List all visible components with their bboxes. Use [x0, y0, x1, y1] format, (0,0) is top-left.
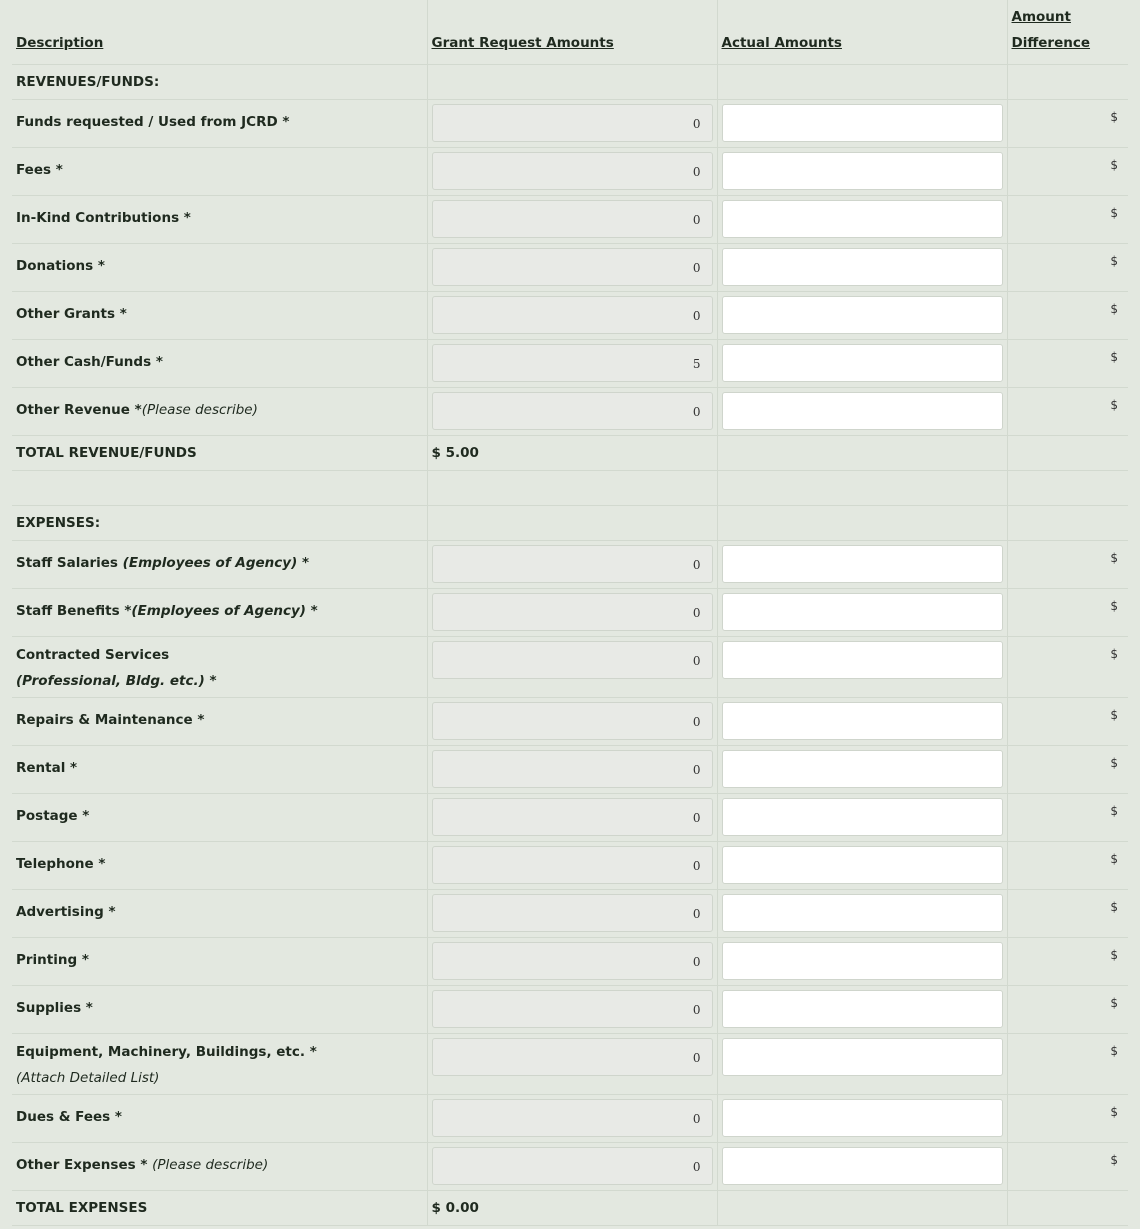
row-label — [12, 340, 427, 388]
amount-difference: $ — [1007, 541, 1128, 589]
grant-request-field[interactable]: 0 — [432, 545, 713, 583]
row-label-note: (Attach Detailed List) — [16, 1070, 160, 1086]
table-row — [12, 746, 1128, 794]
table-row — [12, 637, 1128, 698]
table-row — [12, 986, 1128, 1034]
row-label — [12, 100, 427, 148]
row-label-text: Staff Benefits * — [16, 603, 132, 619]
grant-request-field[interactable]: 0 — [432, 990, 713, 1028]
actual-amount-input[interactable] — [722, 846, 1003, 884]
actual-amount-input[interactable] — [722, 641, 1003, 679]
row-label — [12, 1143, 427, 1191]
grant-request-field[interactable]: 0 — [432, 750, 713, 788]
grant-request-field[interactable]: 0 — [432, 894, 713, 932]
amount-difference: $ — [1007, 244, 1128, 292]
grant-request-field[interactable]: 0 — [432, 798, 713, 836]
row-label-text: Dues & Fees * — [16, 1109, 122, 1125]
actual-amount-input[interactable] — [722, 248, 1003, 286]
row-label-text: Postage * — [16, 808, 90, 824]
table-row — [12, 100, 1128, 148]
row-label-text: Equipment, Machinery, Buildings, etc. * — [16, 1044, 317, 1060]
actual-amount-input[interactable] — [722, 702, 1003, 740]
header-difference: Amount Difference — [1007, 0, 1128, 65]
actual-amount-input[interactable] — [722, 1147, 1003, 1185]
row-label-text: Donations * — [16, 258, 105, 274]
grant-request-field[interactable]: 0 — [432, 702, 713, 740]
amount-difference: $ — [1007, 1143, 1128, 1191]
grant-request-field[interactable]: 0 — [432, 846, 713, 884]
expenses-section-label: EXPENSES: — [12, 506, 427, 541]
row-label-note: (Employees of Agency) * — [122, 555, 310, 571]
table-row — [12, 890, 1128, 938]
grant-request-field[interactable]: 0 — [432, 1038, 713, 1076]
row-label — [12, 746, 427, 794]
grant-request-field[interactable]: 0 — [432, 200, 713, 238]
row-label — [12, 388, 427, 436]
table-row — [12, 541, 1128, 589]
amount-difference: $ — [1007, 340, 1128, 388]
row-label — [12, 890, 427, 938]
row-label-text: Funds requested / Used from JCRD * — [16, 114, 290, 130]
total-revenue-row — [12, 436, 1128, 471]
row-label — [12, 589, 427, 637]
amount-difference: $ — [1007, 890, 1128, 938]
header-description: Description — [12, 0, 427, 65]
row-label — [12, 842, 427, 890]
row-label-text: Repairs & Maintenance * — [16, 712, 205, 728]
table-row — [12, 1034, 1128, 1095]
row-label-text: Other Expenses * — [16, 1157, 153, 1173]
total-revenue-label: TOTAL REVENUE/FUNDS — [12, 436, 427, 471]
actual-amount-input[interactable] — [722, 296, 1003, 334]
amount-difference: $ — [1007, 842, 1128, 890]
table-row — [12, 589, 1128, 637]
amount-difference: $ — [1007, 1034, 1128, 1095]
amount-difference: $ — [1007, 637, 1128, 698]
table-row — [12, 244, 1128, 292]
row-label-text: Advertising * — [16, 904, 116, 920]
actual-amount-input[interactable] — [722, 894, 1003, 932]
actual-amount-input[interactable] — [722, 593, 1003, 631]
grant-request-field[interactable]: 0 — [432, 1147, 713, 1185]
amount-difference: $ — [1007, 938, 1128, 986]
row-label-text: Printing * — [16, 952, 89, 968]
row-label-text: Other Grants * — [16, 306, 127, 322]
row-label — [12, 986, 427, 1034]
amount-difference: $ — [1007, 589, 1128, 637]
table-row — [12, 292, 1128, 340]
row-label-note: (Employees of Agency) * — [131, 603, 318, 619]
row-label-text: Other Cash/Funds * — [16, 354, 163, 370]
actual-amount-input[interactable] — [722, 200, 1003, 238]
grant-request-field[interactable]: 0 — [432, 248, 713, 286]
header-row — [12, 0, 1128, 65]
actual-amount-input[interactable] — [722, 344, 1003, 382]
amount-difference: $ — [1007, 746, 1128, 794]
row-label — [12, 541, 427, 589]
row-label — [12, 196, 427, 244]
table-row — [12, 938, 1128, 986]
row-label-text: Rental * — [16, 760, 78, 776]
actual-amount-input[interactable] — [722, 798, 1003, 836]
row-label-note: (Please describe) — [152, 1157, 269, 1173]
row-label — [12, 148, 427, 196]
row-label-text: Telephone * — [16, 856, 106, 872]
row-label — [12, 794, 427, 842]
grant-request-field[interactable]: 0 — [432, 641, 713, 679]
table-row — [12, 698, 1128, 746]
table-row — [12, 842, 1128, 890]
row-label — [12, 244, 427, 292]
grant-request-field[interactable]: 0 — [432, 296, 713, 334]
amount-difference: $ — [1007, 388, 1128, 436]
row-label-note: (Professional, Bldg. etc.) * — [16, 673, 217, 689]
row-label — [12, 1095, 427, 1143]
amount-difference: $ — [1007, 1095, 1128, 1143]
table-row — [12, 148, 1128, 196]
revenues-section-label: REVENUES/FUNDS: — [12, 65, 427, 100]
amount-difference: $ — [1007, 292, 1128, 340]
total-expenses-row — [12, 1191, 1128, 1226]
table-row — [12, 1143, 1128, 1191]
row-label — [12, 637, 427, 698]
budget-form — [12, 0, 1128, 1226]
row-label-text: In-Kind Contributions * — [16, 210, 191, 226]
amount-difference: $ — [1007, 148, 1128, 196]
grant-request-field[interactable]: 0 — [432, 152, 713, 190]
amount-difference: $ — [1007, 100, 1128, 148]
row-label — [12, 1034, 427, 1095]
budget-table — [12, 0, 1128, 1226]
actual-amount-input[interactable] — [722, 942, 1003, 980]
total-expenses-label: TOTAL EXPENSES — [12, 1191, 427, 1226]
header-actual: Actual Amounts — [717, 0, 1007, 65]
table-row — [12, 794, 1128, 842]
actual-amount-input[interactable] — [722, 1099, 1003, 1137]
actual-amount-input[interactable] — [722, 750, 1003, 788]
table-row — [12, 340, 1128, 388]
amount-difference: $ — [1007, 196, 1128, 244]
table-row — [12, 1095, 1128, 1143]
table-row — [12, 196, 1128, 244]
row-label — [12, 698, 427, 746]
actual-amount-input[interactable] — [722, 1038, 1003, 1076]
expenses-section-row — [12, 506, 1128, 541]
grant-request-field[interactable]: 5 — [432, 344, 713, 382]
row-label-note: (Please describe) — [141, 402, 258, 418]
amount-difference: $ — [1007, 794, 1128, 842]
grant-request-field[interactable]: 0 — [432, 1099, 713, 1137]
row-label-text: Staff Salaries — [16, 555, 123, 571]
row-label-text: Other Revenue * — [16, 402, 142, 418]
actual-amount-input[interactable] — [722, 104, 1003, 142]
row-label-text: Supplies * — [16, 1000, 93, 1016]
row-label-text: Fees * — [16, 162, 63, 178]
grant-request-field[interactable]: 0 — [432, 942, 713, 980]
actual-amount-input[interactable] — [722, 392, 1003, 430]
grant-request-field[interactable]: 0 — [432, 593, 713, 631]
grant-request-field[interactable]: 0 — [432, 392, 713, 430]
row-label-text: Contracted Services — [16, 647, 170, 663]
total-expenses-value: $ 0.00 — [427, 1191, 717, 1226]
spacer-row — [12, 471, 1128, 506]
header-grant: Grant Request Amounts — [427, 0, 717, 65]
revenues-section-row — [12, 65, 1128, 100]
amount-difference: $ — [1007, 986, 1128, 1034]
table-row — [12, 388, 1128, 436]
actual-amount-input[interactable] — [722, 545, 1003, 583]
amount-difference: $ — [1007, 698, 1128, 746]
row-label — [12, 292, 427, 340]
grant-request-field[interactable]: 0 — [432, 104, 713, 142]
actual-amount-input[interactable] — [722, 152, 1003, 190]
actual-amount-input[interactable] — [722, 990, 1003, 1028]
total-revenue-value: $ 5.00 — [427, 436, 717, 471]
row-label — [12, 938, 427, 986]
